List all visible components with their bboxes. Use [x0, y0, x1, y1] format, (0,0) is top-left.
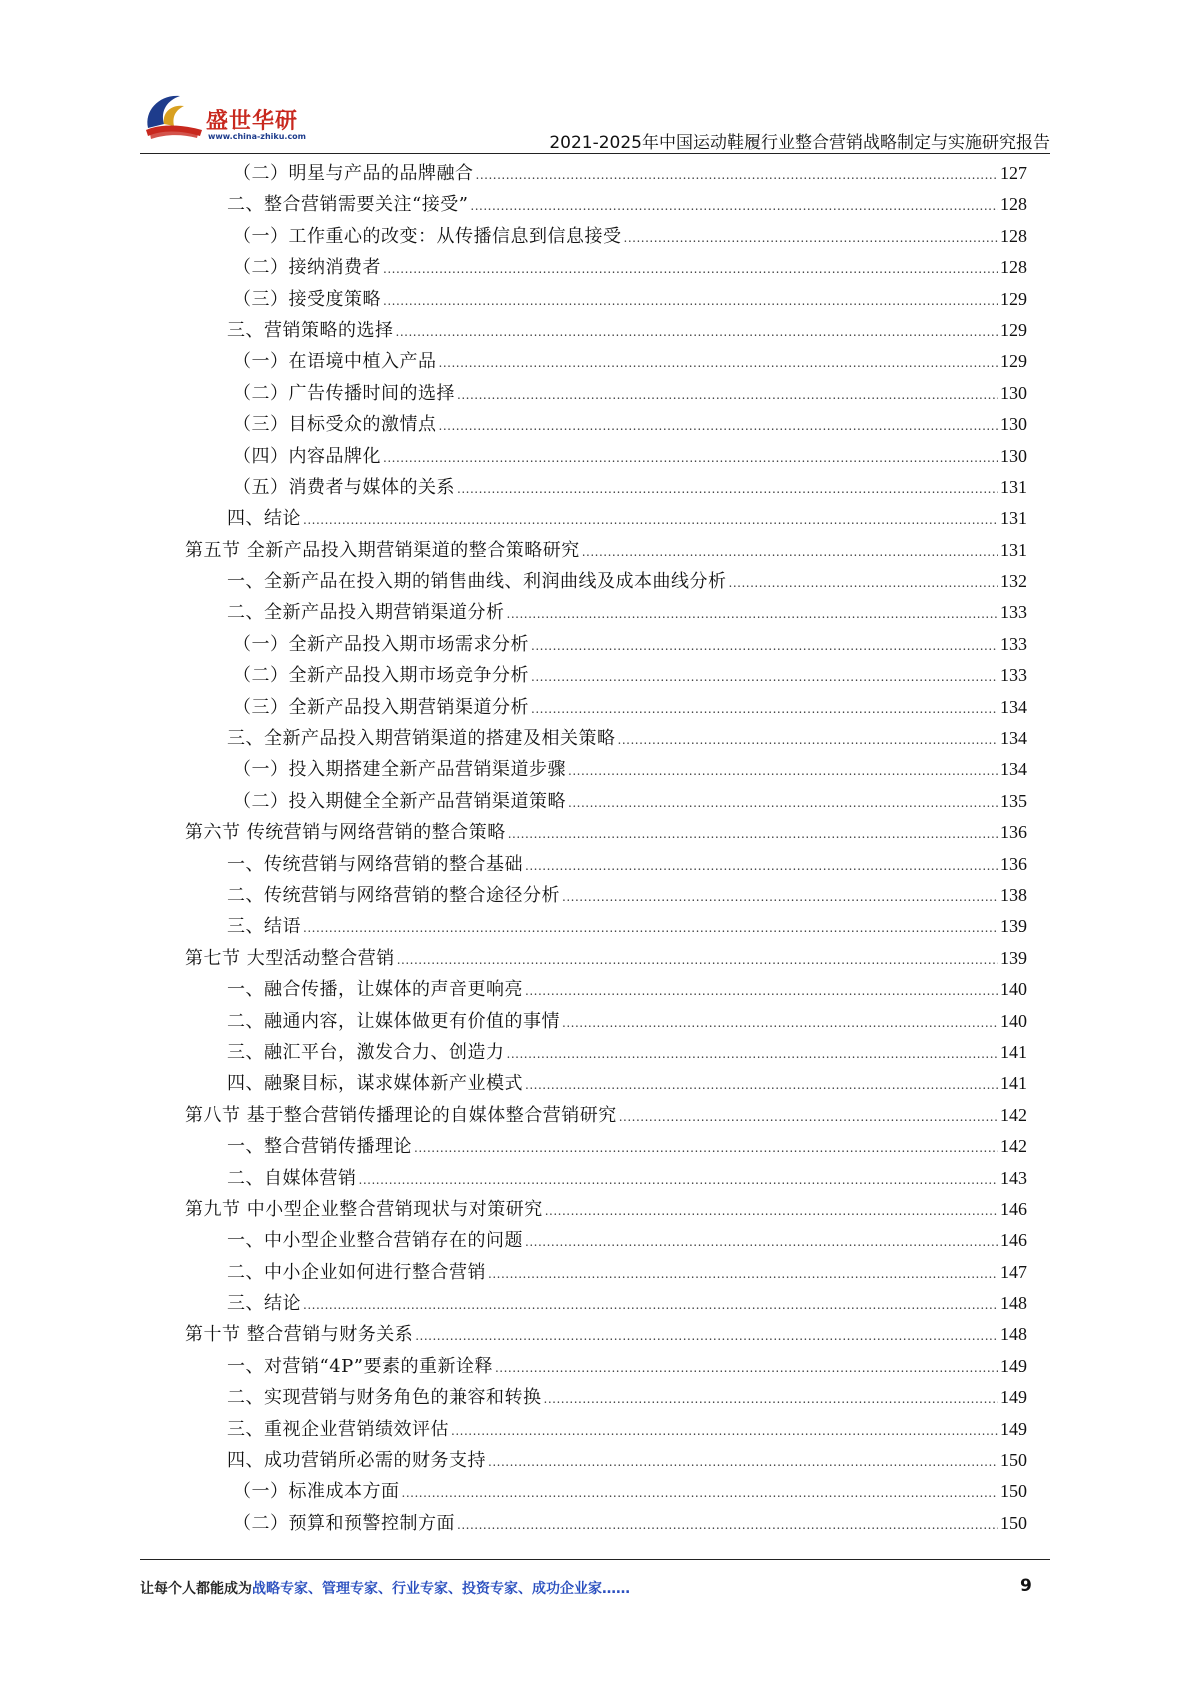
toc-entry-title: 二、整合营销需要关注“接受”	[227, 194, 469, 216]
toc-entry[interactable]	[185, 221, 1027, 252]
toc-entry-title: （三）目标受众的激情点	[233, 414, 437, 436]
toc-entry-title: 二、传统营销与网络营销的整合途径分析	[227, 884, 560, 906]
company-logo	[140, 84, 340, 154]
toc-leader-dots	[488, 1259, 998, 1290]
toc-entry[interactable]	[185, 535, 1027, 566]
toc-leader-dots	[303, 913, 998, 944]
toc-entry-title: 三、重视企业营销绩效评估	[227, 1418, 449, 1440]
toc-entry-page: 142	[1000, 1136, 1027, 1157]
toc-leader-dots	[383, 286, 998, 317]
toc-entry[interactable]	[185, 786, 1027, 817]
toc-entry[interactable]	[185, 409, 1027, 440]
toc-entry-page: 133	[1000, 633, 1027, 654]
toc-leader-dots	[562, 1008, 998, 1039]
toc-entry-page: 139	[1000, 916, 1027, 937]
toc-entry-title: 一、融合传播，让媒体的声音更响亮	[227, 979, 523, 1001]
toc-leader-dots	[439, 411, 999, 442]
toc-leader-dots	[396, 317, 999, 348]
toc-leader-dots	[562, 882, 998, 913]
toc-entry-page: 129	[1000, 288, 1027, 309]
toc-entry-title: （三）全新产品投入期营销渠道分析	[233, 696, 529, 718]
toc-entry-page: 133	[1000, 602, 1027, 623]
toc-leader-dots	[531, 694, 998, 725]
toc-entry[interactable]	[185, 660, 1027, 691]
toc-entry-page: 128	[1000, 194, 1027, 215]
toc-entry-title: 三、营销策略的选择	[227, 319, 394, 341]
toc-entry[interactable]	[185, 158, 1027, 189]
toc-entry[interactable]	[185, 566, 1027, 597]
toc-entry-title: 一、整合营销传播理论	[227, 1136, 412, 1158]
toc-entry-title: 第五节 全新产品投入期营销渠道的整合策略研究	[185, 539, 580, 561]
toc-entry-page: 131	[1000, 539, 1027, 560]
toc-entry[interactable]	[185, 315, 1027, 346]
toc-entry-title: 第七节 大型活动整合营销	[185, 947, 395, 969]
toc-entry-page: 150	[1000, 1450, 1027, 1471]
toc-entry-title: 四、结论	[227, 508, 301, 530]
toc-entry-title: 第六节 传统营销与网络营销的整合策略	[185, 822, 506, 844]
toc-leader-dots	[544, 1384, 999, 1415]
toc-leader-dots	[414, 1133, 998, 1164]
slogan-prefix: 让每个人都能成为	[140, 1581, 252, 1597]
toc-entry-page: 140	[1000, 979, 1027, 1000]
toc-entry[interactable]	[185, 754, 1027, 785]
toc-entry[interactable]	[185, 880, 1027, 911]
toc-entry[interactable]	[185, 943, 1027, 974]
toc-leader-dots	[568, 788, 998, 819]
toc-leader-dots	[383, 443, 998, 474]
slogan-highlight: 战略专家、管理专家、行业专家、投资专家、成功企业家……	[252, 1581, 630, 1597]
toc-entry[interactable]	[185, 692, 1027, 723]
toc-leader-dots	[359, 1165, 999, 1196]
toc-leader-dots	[531, 662, 998, 693]
toc-leader-dots	[457, 1510, 998, 1541]
toc-entry-page: 150	[1000, 1481, 1027, 1502]
toc-entry-title: 二、实现营销与财务角色的兼容和转换	[227, 1387, 542, 1409]
toc-entry[interactable]	[185, 723, 1027, 754]
toc-entry-page: 129	[1000, 351, 1027, 372]
toc-entry-page: 131	[1000, 508, 1027, 529]
toc-entry-title: 三、结论	[227, 1293, 301, 1315]
toc-entry[interactable]	[185, 1319, 1027, 1350]
toc-entry-title: 三、结语	[227, 916, 301, 938]
toc-entry-page: 134	[1000, 696, 1027, 717]
toc-entry[interactable]	[185, 1006, 1027, 1037]
toc-entry[interactable]	[185, 1100, 1027, 1131]
toc-entry-title: （二）明星与产品的品牌融合	[233, 163, 474, 184]
toc-entry-title: 第八节 基于整合营销传播理论的自媒体整合营销研究	[185, 1104, 617, 1126]
toc-entry-page: 134	[1000, 759, 1027, 780]
toc-entry[interactable]	[185, 1351, 1027, 1382]
footer-slogan	[140, 1578, 630, 1598]
toc-entry-title: 四、融聚目标，谋求媒体新产业模式	[227, 1073, 523, 1095]
toc-leader-dots	[451, 1416, 998, 1447]
toc-entry[interactable]	[185, 1414, 1027, 1445]
toc-entry-title: 三、全新产品投入期营销渠道的搭建及相关策略	[227, 728, 616, 750]
toc-entry-page: 142	[1000, 1104, 1027, 1125]
toc-leader-dots	[525, 1070, 998, 1101]
toc-entry-page: 150	[1000, 1512, 1027, 1533]
toc-entry[interactable]	[185, 472, 1027, 503]
toc-leader-dots	[582, 537, 998, 568]
table-of-contents	[185, 158, 1027, 1539]
logo-mark-icon	[140, 84, 210, 144]
toc-entry-title: 二、融通内容，让媒体做更有价值的事情	[227, 1010, 560, 1032]
logo-url: www.china-zhiku.com	[208, 132, 307, 141]
footer-divider	[140, 1559, 1050, 1560]
toc-entry-page: 148	[1000, 1293, 1027, 1314]
toc-leader-dots	[383, 254, 998, 285]
toc-leader-dots	[545, 1196, 998, 1227]
toc-entry-page: 147	[1000, 1261, 1027, 1282]
toc-entry-page: 128	[1000, 225, 1027, 246]
toc-leader-dots	[303, 505, 998, 536]
toc-entry-title: （一）工作重心的改变：从传播信息到信息接受	[233, 225, 622, 247]
toc-entry-title: 一、全新产品在投入期的销售曲线、利润曲线及成本曲线分析	[227, 571, 727, 593]
toc-entry[interactable]	[185, 1257, 1027, 1288]
toc-entry-page: 139	[1000, 947, 1027, 968]
toc-entry-page: 134	[1000, 728, 1027, 749]
toc-leader-dots	[470, 191, 998, 222]
toc-entry[interactable]	[185, 817, 1027, 848]
toc-entry-title: 二、全新产品投入期营销渠道分析	[227, 602, 505, 624]
toc-leader-dots	[397, 945, 998, 976]
toc-leader-dots	[507, 1039, 999, 1070]
toc-entry-page: 149	[1000, 1387, 1027, 1408]
toc-entry-title: （一）标准成本方面	[233, 1481, 400, 1503]
toc-leader-dots	[507, 599, 999, 630]
toc-entry[interactable]	[185, 441, 1027, 472]
toc-entry-page: 133	[1000, 665, 1027, 686]
toc-entry-page: 132	[1000, 571, 1027, 592]
toc-entry-title: （一）投入期搭建全新产品营销渠道步骤	[233, 759, 566, 781]
toc-entry[interactable]	[185, 1288, 1027, 1319]
toc-entry-title: （二）投入期健全全新产品营销渠道策略	[233, 790, 566, 812]
toc-entry-title: （一）全新产品投入期市场需求分析	[233, 633, 529, 655]
toc-entry-title: （二）预算和预警控制方面	[233, 1512, 455, 1534]
toc-entry-page: 127	[1000, 163, 1027, 183]
page-number: 9	[1020, 1576, 1032, 1596]
toc-entry-title: （五）消费者与媒体的关系	[233, 476, 455, 498]
toc-entry[interactable]	[185, 252, 1027, 283]
header-divider	[140, 153, 1050, 154]
toc-entry-title: （一）在语境中植入产品	[233, 351, 437, 373]
toc-entry-page: 141	[1000, 1041, 1027, 1062]
toc-entry[interactable]	[185, 503, 1027, 534]
toc-leader-dots	[531, 631, 998, 662]
toc-entry-page: 135	[1000, 790, 1027, 811]
toc-entry-page: 143	[1000, 1167, 1027, 1188]
toc-entry[interactable]	[185, 849, 1027, 880]
toc-entry-page: 146	[1000, 1198, 1027, 1219]
toc-leader-dots	[415, 1321, 998, 1352]
toc-entry-title: 二、自媒体营销	[227, 1167, 357, 1189]
page-header	[140, 84, 1050, 154]
toc-entry-page: 131	[1000, 476, 1027, 497]
toc-entry[interactable]	[185, 1382, 1027, 1413]
toc-leader-dots	[457, 380, 998, 411]
toc-entry-title: （二）广告传播时间的选择	[233, 382, 455, 404]
toc-entry-page: 149	[1000, 1355, 1027, 1376]
toc-leader-dots	[568, 756, 998, 787]
toc-entry[interactable]	[185, 1445, 1027, 1476]
toc-entry[interactable]	[185, 1037, 1027, 1068]
toc-entry-page: 130	[1000, 414, 1027, 435]
toc-leader-dots	[495, 1353, 998, 1384]
toc-leader-dots	[525, 1227, 998, 1258]
toc-entry[interactable]	[185, 911, 1027, 942]
toc-entry-page: 136	[1000, 822, 1027, 843]
toc-entry-page: 149	[1000, 1418, 1027, 1439]
toc-entry[interactable]	[185, 346, 1027, 377]
toc-entry[interactable]	[185, 1068, 1027, 1099]
toc-entry-title: 二、中小企业如何进行整合营销	[227, 1261, 486, 1283]
toc-entry[interactable]	[185, 1131, 1027, 1162]
toc-entry-title: 一、对营销“4P”要素的重新诠释	[227, 1355, 493, 1377]
toc-entry[interactable]	[185, 1225, 1027, 1256]
toc-entry[interactable]	[185, 597, 1027, 628]
toc-entry-title: 一、中小型企业整合营销存在的问题	[227, 1230, 523, 1252]
toc-entry-page: 130	[1000, 382, 1027, 403]
toc-entry-title: 第十节 整合营销与财务关系	[185, 1324, 414, 1346]
toc-entry-page: 130	[1000, 445, 1027, 466]
toc-entry[interactable]	[185, 189, 1027, 220]
toc-entry-title: 三、融汇平台，激发合力、创造力	[227, 1041, 505, 1063]
toc-entry[interactable]	[185, 1163, 1027, 1194]
toc-leader-dots	[525, 976, 998, 1007]
toc-leader-dots	[476, 160, 999, 191]
toc-entry-page: 148	[1000, 1324, 1027, 1345]
toc-entry-title: （三）接受度策略	[233, 288, 381, 310]
toc-entry-page: 129	[1000, 319, 1027, 340]
toc-entry[interactable]	[185, 629, 1027, 660]
toc-entry-title: （二）全新产品投入期市场竞争分析	[233, 665, 529, 687]
logo-name: 盛世华研	[206, 109, 299, 134]
toc-entry[interactable]	[185, 378, 1027, 409]
toc-leader-dots	[508, 819, 998, 850]
toc-entry-page: 140	[1000, 1010, 1027, 1031]
toc-entry-title: 一、传统营销与网络营销的整合基础	[227, 853, 523, 875]
toc-leader-dots	[525, 851, 998, 882]
toc-entry[interactable]	[185, 1194, 1027, 1225]
toc-leader-dots	[457, 474, 998, 505]
toc-entry-page: 141	[1000, 1073, 1027, 1094]
toc-leader-dots	[439, 348, 999, 379]
toc-leader-dots	[618, 725, 999, 756]
toc-entry-title: （四）内容品牌化	[233, 445, 381, 467]
toc-entry-page: 128	[1000, 257, 1027, 278]
toc-leader-dots	[303, 1290, 998, 1321]
toc-entry-title: （二）接纳消费者	[233, 257, 381, 279]
toc-leader-dots	[624, 223, 999, 254]
toc-entry[interactable]	[185, 284, 1027, 315]
toc-entry[interactable]	[185, 1476, 1027, 1507]
toc-entry[interactable]	[185, 974, 1027, 1005]
toc-entry[interactable]	[185, 1508, 1027, 1539]
report-title: 2021-2025年中国运动鞋履行业整合营销战略制定与实施研究报告	[549, 133, 1050, 153]
toc-leader-dots	[619, 1102, 998, 1133]
toc-entry-title: 第九节 中小型企业整合营销现状与对策研究	[185, 1198, 543, 1220]
toc-leader-dots	[402, 1478, 999, 1509]
toc-leader-dots	[488, 1447, 998, 1478]
toc-leader-dots	[729, 568, 999, 599]
toc-entry-page: 146	[1000, 1230, 1027, 1251]
toc-entry-page: 136	[1000, 853, 1027, 874]
toc-entry-title: 四、成功营销所必需的财务支持	[227, 1450, 486, 1472]
toc-entry-page: 138	[1000, 884, 1027, 905]
